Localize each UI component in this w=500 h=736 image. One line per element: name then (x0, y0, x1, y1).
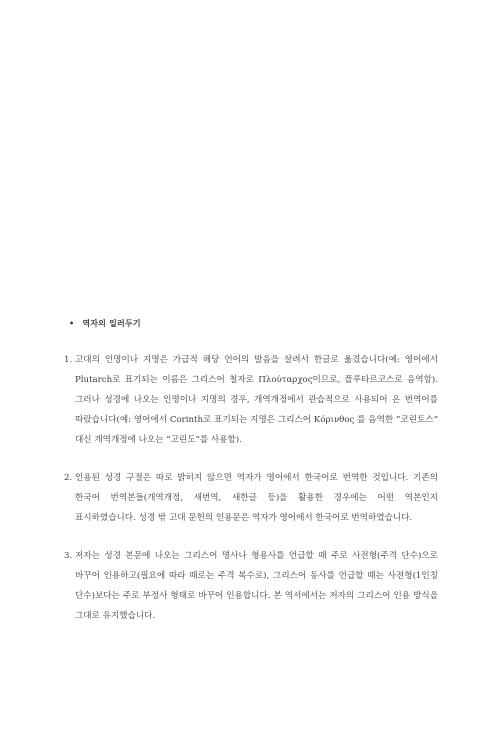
section-heading (69, 318, 141, 329)
note-number: 2. (64, 473, 73, 483)
note-text: 고대의 인명이나 지명은 가급적 해당 언어의 발음을 살려서 한글로 옮겼습니다(예: 영어에서 Plutarch로 표기되는 이름은 그리스어 철자로 Πλούταρχος이므로, 플루타르코스로 음역함). 그러나 성경에 나오는 인명이나 지명의 경우, 개역개정에서 관습적으로 사용되어 온 번역어를 따랐습니다(예: 영어에서 Corinth로 표기되는 지명은 그리스어 Κόρινθος 를 음역한 “코린토스” 대신 개역개정에 나오는 “고린도”를 사용함). (75, 355, 438, 445)
note-number: 1. (64, 355, 73, 365)
heading-title: 역자의 일러두기 (82, 319, 141, 328)
note-item (64, 468, 438, 528)
note-number: 3. (64, 551, 73, 561)
note-text: 인용된 성경 구절은 따로 밝히지 않으면 역자가 영어에서 한국어로 번역한 것입니다. 기존의 한국어 번역본들(개역개정, 새번역, 새한글 등)을 활용한 경우에는 어떤 역본인지 표시하였습니다. 성경 밖 고대 문헌의 인용문은 역자가 영어에서 한국어로 번역하였습니다. (75, 473, 438, 523)
heading-bullet: • (69, 319, 75, 328)
notes-list (64, 350, 438, 644)
note-item (64, 546, 438, 626)
note-text: 저자는 성경 본문에 나오는 그리스어 명사나 형용사를 언급할 때 주로 사전형(주격 단수)으로 바꾸어 인용하고(필요에 따라 때로는 주격 복수로), 그리스어 동사를 언급할 때는 사전형(1인칭 단수)보다는 주로 부정사 형태로 바꾸어 인용합니다. 본 역서에서는 저자의 그리스어 인용 방식을 그대로 유지했습니다. (75, 551, 438, 621)
note-item (64, 350, 438, 450)
